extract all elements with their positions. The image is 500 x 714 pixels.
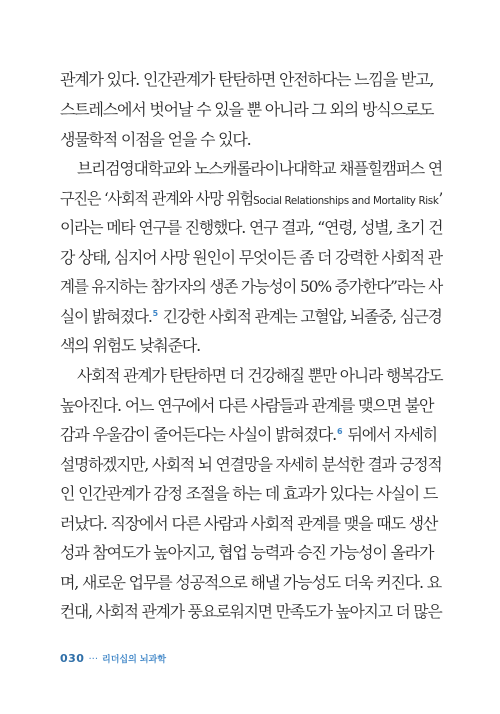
page-number: 030 bbox=[60, 652, 85, 665]
text-line: 이라는 메타 연구를 진행했다. 연구 결과, “연령, 성별, 초기 건 bbox=[60, 218, 443, 237]
text-line: 컨대, 사회적 관계가 풍요로워지면 만족도가 높아지고 더 많은 bbox=[60, 602, 442, 621]
text-line: 사회적 관계가 탄탄하면 더 건강해질 뿐만 아니라 행복감도 bbox=[77, 366, 443, 385]
english-term: Social Relationships and Mortality Risk bbox=[253, 194, 439, 207]
footnote-marker[interactable]: 6 bbox=[337, 426, 343, 436]
page-footer bbox=[60, 647, 166, 666]
text-line: 생물학적 이점을 얻을 수 있다. bbox=[60, 130, 251, 149]
text-line: 브리검영대학교와 노스캐롤라이나대학교 채플힐캠퍼스 연 bbox=[77, 159, 443, 178]
text-line: 인 인간관계가 감정 조절을 하는 데 효과가 있다는 사실이 드 bbox=[60, 484, 438, 503]
text-line: 설명하겠지만, 사회적 뇌 연결망을 자세히 분석한 결과 긍정적 bbox=[60, 455, 442, 474]
text-segment: 실이 밝혀졌다. bbox=[60, 307, 152, 326]
running-book-title: 리더십의 뇌과학 bbox=[102, 655, 167, 665]
text-line: 색의 위험도 낮춰준다. bbox=[60, 336, 200, 355]
text-line: 러났다. 직장에서 다른 사람과 사회적 관계를 맺을 때도 생산 bbox=[60, 514, 438, 533]
text-line-with-footnote bbox=[60, 307, 442, 327]
folio-separator: ··· bbox=[88, 654, 99, 665]
text-line-with-english bbox=[60, 189, 442, 211]
text-line-with-footnote bbox=[60, 425, 437, 445]
text-segment: 뒤에서 자세히 bbox=[343, 425, 437, 444]
text-line: 계를 유지하는 참가자의 생존 가능성이 50% 증가한다”라는 사 bbox=[60, 277, 443, 296]
text-line: 관계가 있다. 인간관계가 탄탄하면 안전하다는 느낌을 받고, bbox=[60, 70, 434, 89]
text-segment: 긴강한 사회적 관계는 고혈압, 뇌졸중, 심근경 bbox=[159, 307, 442, 326]
text-line: 스트레스에서 벗어날 수 있을 뿐 아니라 그 외의 방식으로도 bbox=[60, 100, 434, 119]
text-segment: 감과 우울감이 줄어든다는 사실이 밝혀졌다. bbox=[60, 425, 337, 444]
text-segment: 구진은 ‘사회적 관계와 사망 위험 bbox=[60, 189, 254, 208]
text-line: 성과 참여도가 높아지고, 협업 능력과 승진 가능성이 올라가 bbox=[60, 543, 434, 562]
text-line: 며, 새로운 업무를 성공적으로 해낼 가능성도 더욱 커진다. 요 bbox=[60, 573, 442, 592]
text-segment: ’ bbox=[438, 189, 443, 208]
text-line: 강 상태, 심지어 사망 원인이 무엇이든 좀 더 강력한 사회적 관 bbox=[60, 248, 442, 267]
footnote-marker[interactable]: 5 bbox=[152, 308, 159, 318]
text-line: 높아진다. 어느 연구에서 다른 사람들과 관계를 맺으면 불안 bbox=[60, 396, 434, 415]
